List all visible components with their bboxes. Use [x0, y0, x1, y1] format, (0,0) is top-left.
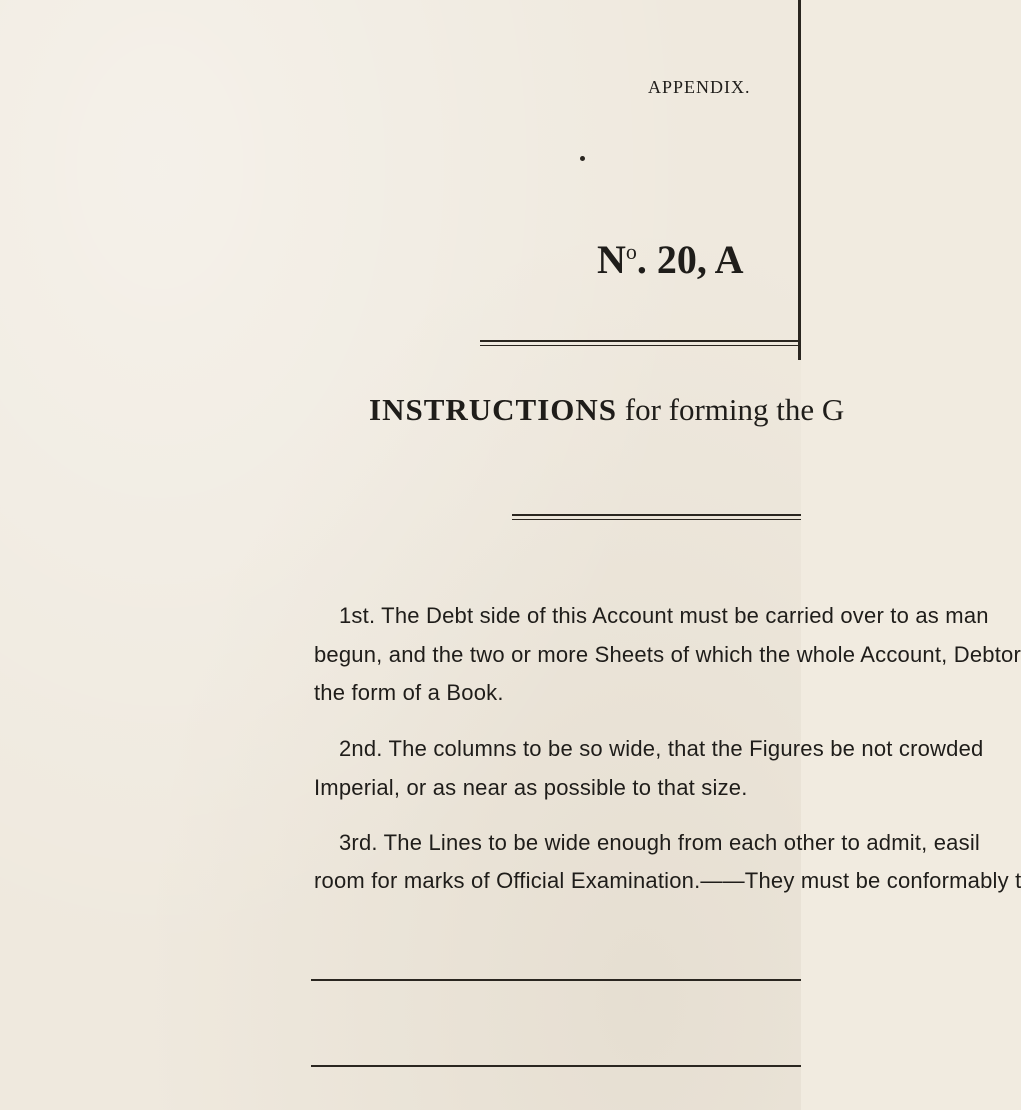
number-prefix: N: [597, 237, 626, 282]
paragraph-1-line-2: begun, and the two or more Sheets of which the whole Account, Debtor: [314, 642, 1021, 667]
number-superscript: o: [625, 239, 637, 264]
paragraph-2-line-1: 2nd. The columns to be so wide, that the Figures be not crowded: [339, 736, 984, 761]
paragraph-1-line-1: 1st. The Debt side of this Account must be carried over to as man: [339, 603, 989, 628]
paragraph-1-line-3: the form of a Book.: [314, 680, 504, 705]
appendix-header: APPENDIX.: [648, 77, 751, 97]
title-rest: for forming the G: [617, 392, 845, 427]
paragraph-3-line-2: room for marks of Official Examination.——They must be conformably t: [314, 868, 1021, 893]
number-value: . 20, A: [636, 237, 744, 282]
paragraph-3-line-1: 3rd. The Lines to be wide enough from each other to admit, easil: [339, 830, 980, 855]
table-rule-1: [311, 979, 801, 981]
table-rule-2: [311, 1065, 801, 1067]
title-caps: INSTRUCTIONS: [369, 392, 618, 427]
paragraph-2-line-2: Imperial, or as near as possible to that size.: [314, 775, 748, 800]
